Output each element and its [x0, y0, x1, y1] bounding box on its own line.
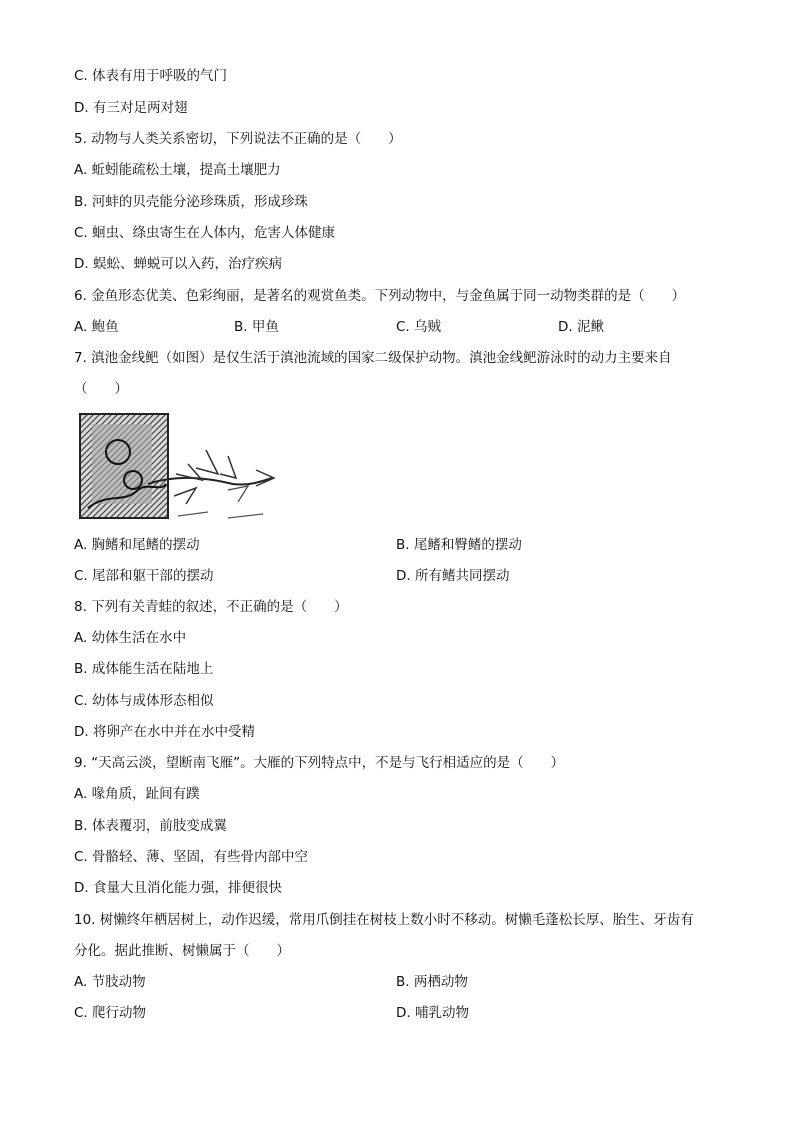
question-7-answer-paren: （ ）: [74, 381, 128, 397]
question-4-option-d: D. 有三对足两对翅: [74, 100, 188, 116]
question-8-option-d: D. 将卵产在水中并在水中受精: [74, 724, 255, 740]
question-5-option-d: D. 蜈蚣、蝉蜕可以入药，治疗疾病: [74, 256, 282, 272]
question-7-option-a: A. 胸鳍和尾鳍的摆动: [74, 537, 200, 553]
question-9-option-a: A. 喙角质，趾间有蹼: [74, 786, 200, 802]
question-9-option-c: C. 骨骼轻、薄、坚固，有些骨内部中空: [74, 849, 309, 865]
question-7-option-d: D. 所有鳍共同摆动: [396, 568, 510, 584]
question-7-option-c: C. 尾部和躯干部的摆动: [74, 568, 214, 584]
question-8-option-c: C. 幼体与成体形态相似: [74, 693, 214, 709]
question-10-stem: 10. 树懒终年栖居树上，动作迟缓，常用爪倒挂在树枝上数小时不移动。树懒毛蓬松长厚、胎生、牙齿有: [74, 912, 694, 928]
fish-figure: [78, 412, 276, 522]
question-10-option-b: B. 两栖动物: [396, 974, 468, 990]
question-4-option-c: C. 体表有用于呼吸的气门: [74, 68, 228, 84]
question-10-option-a: A. 节肢动物: [74, 974, 146, 990]
question-5-option-c: C. 蛔虫、绦虫寄生在人体内，危害人体健康: [74, 225, 336, 241]
question-8-stem: 8. 下列有关青蛙的叙述，不正确的是（ ）: [74, 599, 348, 615]
question-8-option-b: B. 成体能生活在陆地上: [74, 661, 214, 677]
question-8-option-a: A. 幼体生活在水中: [74, 630, 187, 646]
question-6-option-c: C. 乌贼: [396, 319, 442, 335]
question-9-stem: 9. “天高云淡，望断南飞雁”。大雁的下列特点中，不是与飞行相适应的是（ ）: [74, 755, 565, 771]
question-10-option-d: D. 哺乳动物: [396, 1005, 469, 1021]
question-5-option-b: B. 河蚌的贝壳能分泌珍珠质，形成珍珠: [74, 194, 308, 210]
question-10-stem-continued: 分化。据此推断、树懒属于（ ）: [74, 943, 290, 959]
question-6-stem: 6. 金鱼形态优美、色彩绚丽，是著名的观赏鱼类。下列动物中，与金鱼属于同一动物类群的是（ ）: [74, 288, 686, 304]
fish-illustration: [78, 412, 276, 522]
question-6-option-b: B. 甲鱼: [234, 319, 279, 335]
question-5-stem: 5. 动物与人类关系密切，下列说法不正确的是（ ）: [74, 131, 402, 147]
question-9-option-b: B. 体表覆羽，前肢变成翼: [74, 818, 227, 834]
question-7-option-b: B. 尾鳍和臀鳍的摆动: [396, 537, 522, 553]
question-5-option-a: A. 蚯蚓能疏松土壤，提高土壤肥力: [74, 162, 281, 178]
question-9-option-d: D. 食量大且消化能力强，排便很快: [74, 880, 282, 896]
question-7-stem: 7. 滇池金线鲃（如图）是仅生活于滇池流域的国家二级保护动物。滇池金线鲃游泳时的动力主要来自: [74, 350, 672, 366]
question-10-option-c: C. 爬行动物: [74, 1005, 147, 1021]
question-6-option-d: D. 泥鳅: [558, 319, 604, 335]
question-6-option-a: A. 鲍鱼: [74, 319, 119, 335]
